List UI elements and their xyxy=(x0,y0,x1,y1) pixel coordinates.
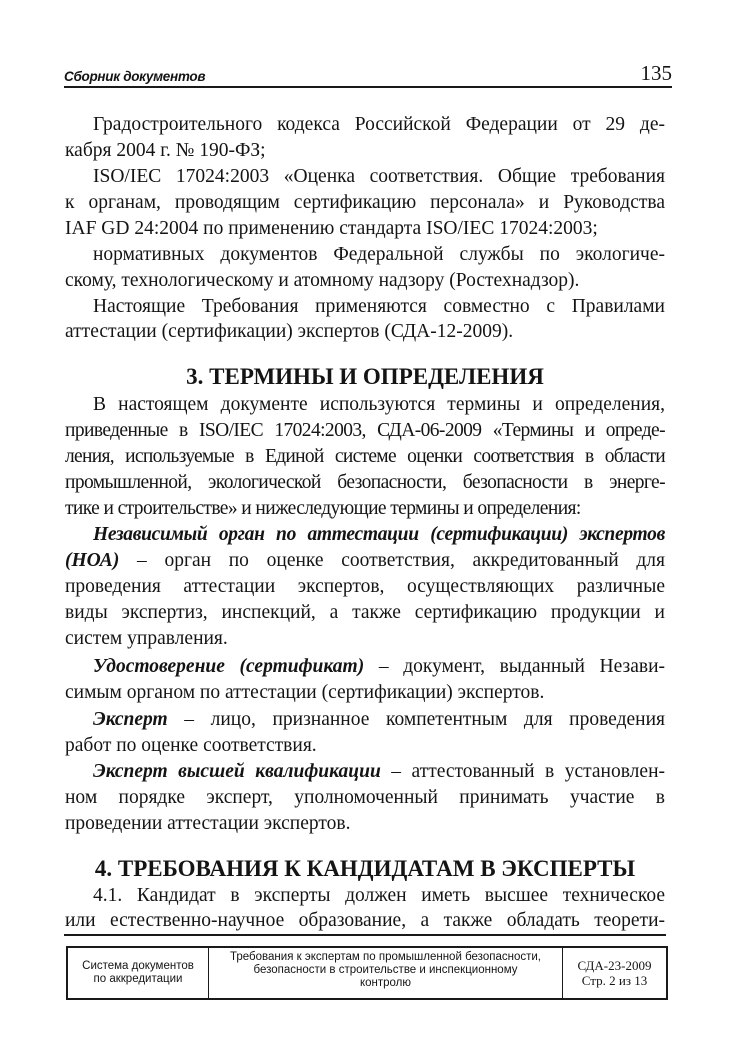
body-line: симым органом по аттестации (сертификации) экспертов. xyxy=(65,682,545,703)
body-line: или естественно-научное образование, а также обладать теорети- xyxy=(65,910,665,931)
definition-line xyxy=(93,760,665,784)
body-line: виды экспертиз, инспекций, а также сертификацию продукции и xyxy=(65,602,665,623)
definition-text: – документ, выданный Незави- xyxy=(364,656,665,677)
body-line: к органам, проводящим сертификацию персонала» и Руководства xyxy=(65,192,665,213)
footer-text: Требования к экспертам по промышленной безопасности, xyxy=(230,951,541,963)
page-number: 135 xyxy=(640,61,672,85)
definition-text: – орган по оценке соответствия, аккредитованный для xyxy=(119,550,665,571)
footer-cell-code xyxy=(563,948,666,998)
definition-term: Независимый орган по аттестации (сертификации) экспертов xyxy=(93,524,665,545)
body-line: ISO/IEC 17024:2003 «Оценка соответствия. Общие требования xyxy=(93,166,665,187)
footer-text: Система документов xyxy=(82,960,194,972)
body-line: проведения аттестации экспертов, осуществляющих различные xyxy=(65,576,665,597)
running-head xyxy=(64,62,672,88)
body-line: проведении аттестации экспертов. xyxy=(65,813,351,834)
definition-text: – аттестованный в установлен- xyxy=(380,761,665,782)
body-line: ления, используемые в Единой системе оценки соответствия в области xyxy=(65,446,665,467)
definition-text: – лицо, признанное компетентным для проведения xyxy=(167,709,665,730)
definition-term: Удостоверение (сертификат) xyxy=(93,656,365,677)
body-line: кабря 2004 г. № 190-ФЗ; xyxy=(65,140,266,161)
footer-rule xyxy=(64,934,666,936)
body-line: В настоящем документе используются термины и определения, xyxy=(93,394,665,415)
section-heading-3: 3. ТЕРМИНЫ И ОПРЕДЕЛЕНИЯ xyxy=(186,364,544,389)
footer-cell-system xyxy=(68,948,209,998)
body-line: аттестации (сертификации) экспертов (СДА-12-2009). xyxy=(65,321,514,342)
body-line: Градостроительного кодекса Российской Федерации от 29 де- xyxy=(93,114,665,135)
body-line: работ по оценке соответствия. xyxy=(65,735,317,756)
body-line: нормативных документов Федеральной службы по экологиче- xyxy=(93,244,665,265)
body-line: систем управления. xyxy=(65,628,228,649)
definition-line xyxy=(93,655,665,679)
footer-cell-title xyxy=(209,948,563,998)
body-line: приведенные в ISO/IEC 17024:2003, СДА-06-2009 «Термины и опреде- xyxy=(65,420,665,441)
definition-term: Эксперт высшей квалификации xyxy=(93,761,381,782)
body-line: тике и строительстве» и нижеследующие термины и определения: xyxy=(65,498,581,519)
footer-text: по аккредитации xyxy=(93,973,183,985)
body-line: 4.1. Кандидат в эксперты должен иметь высшее техническое xyxy=(93,885,665,906)
section-heading-4: 4. ТРЕБОВАНИЯ К КАНДИДАТАМ В ЭКСПЕРТЫ xyxy=(94,856,636,881)
footer-text: контролю xyxy=(359,977,412,989)
body-line: промышленной, экологической безопасности, безопасности в энерге- xyxy=(65,472,665,493)
footer-stamp-table xyxy=(66,946,668,1000)
definition-line xyxy=(65,549,665,573)
document-code: СДА-23-2009 xyxy=(577,958,652,973)
body-line: IAF GD 24:2004 по применению стандарта ISO/IEC 17024:2003; xyxy=(65,218,598,239)
definition-term: (НОА) xyxy=(65,550,120,571)
body-line: скому, технологическому и атомному надзору (Ростехнадзор). xyxy=(65,270,580,291)
body-line: Настоящие Требования применяются совместно с Правилами xyxy=(93,296,665,317)
definition-term: Эксперт xyxy=(93,709,168,730)
page-of-total: Стр. 2 из 13 xyxy=(581,973,648,988)
body-line: ном порядке эксперт, уполномоченный принимать участие в xyxy=(65,787,665,808)
footer-text: безопасности в строительстве и инспекционному xyxy=(253,964,518,976)
running-head-title: Сборник документов xyxy=(64,69,206,84)
definition-line xyxy=(93,708,665,732)
